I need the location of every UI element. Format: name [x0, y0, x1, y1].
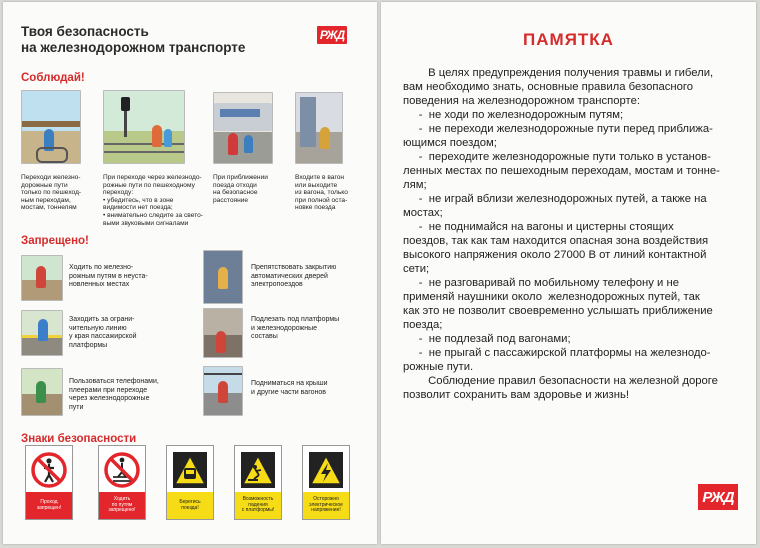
caption-observe-2: При переходе через железнодо- рожные пути по пешеходному переходу: • убедитесь, что в зоне видимости нет поезда; • внимательно следите за свето- выми звуковыми сигналами — [103, 174, 203, 227]
electric-hazard-icon — [307, 450, 345, 490]
caption-observe-3: При приближении поезда отходи на безопасное расстояние — [213, 174, 268, 204]
rzd-logo: РЖД — [317, 26, 347, 44]
section-safety-signs: Знаки безопасности — [21, 433, 137, 445]
caption-forbidden-3: Заходить за ограни- чительную линию у края пассажирской платформы — [69, 316, 137, 349]
caption-forbidden-1: Ходить по железно- рожным путям в неуста- новленных местах — [69, 264, 148, 288]
sign-electric-hazard: Осторожно электрическое напряжение! — [302, 445, 350, 520]
sign-beware-train: Берегись поезда! — [166, 445, 214, 520]
illustration-under-platform — [203, 308, 243, 358]
sign-no-passage: Проход запрещен! — [25, 445, 73, 520]
memo-body: В целях предупреждения получения травмы и гибели, вам необходимо знать, основные правила безопасного поведения на железнодорожном транспорте: - не ходи по железнодорожным путям; - не переходи железнодорожные пути перед приближа- ющимся поездом; - переходите железнодорожные пути только в установ- ленных местах по пешеходным переходам, мостам и тонне- лям; - не играй вблизи железнодорожных путей, а также на мостах; - не поднимайся на вагоны и цистерны стоящих поездов, так как там находится опасная зона воздействия высокого напряжения около 27000 В от линий контактной сети; - не разговаривай по мобильному телефону и не применяй наушники около железнодорожных путей, так как это не позволит своевременно услышать приближение поезда; - не подлезай под вагонами; - не прыгай с пассажирской платформы на железнодо- рожные пути. Соблюдение правил безопасности на железной дороге позволит сохранить вам здоровье и жизнь! — [403, 67, 720, 401]
illustration-phone-crossing — [21, 368, 63, 416]
illustration-platform-edge — [21, 310, 63, 356]
left-page — [3, 2, 377, 544]
caption-forbidden-5: Пользоваться телефонами, плеерами при переходе через железнодорожные пути — [69, 378, 159, 411]
memo-title: ПАМЯТКА — [523, 30, 614, 49]
right-page — [381, 2, 756, 544]
no-pedestrian-icon — [30, 450, 68, 490]
caption-forbidden-2: Препятствовать закрытию автоматических дверей электропоездов — [251, 264, 337, 288]
caption-observe-1: Переходи железно- дорожные пути только по пешеход- ным переходам, мостам, тоннелям — [21, 174, 82, 212]
illustration-train-doors — [203, 250, 243, 304]
caption-forbidden-4: Подлезать под платформы и железнодорожные составы — [251, 316, 340, 340]
rzd-logo-bottom: РЖД — [698, 484, 738, 510]
no-walking-on-tracks-icon — [103, 450, 141, 490]
caption-observe-4: Входите в вагон или выходите из вагона, только при полной оста- новке поезда — [295, 174, 348, 212]
illustration-approaching-train — [213, 92, 273, 164]
illustration-wagon-roof — [203, 366, 243, 416]
illustration-train-door — [295, 92, 343, 164]
illustration-pedestrian-bridge — [21, 90, 81, 164]
illustration-pedestrian-crossing — [103, 90, 185, 164]
caption-forbidden-6: Подниматься на крыши и другие части вагонов — [251, 380, 328, 396]
illustration-walking-on-tracks — [21, 255, 63, 301]
section-observe: Соблюдай! — [21, 72, 85, 84]
sign-fall-from-platform: Возможность падения с платформы! — [234, 445, 282, 520]
section-forbidden: Запрещено! — [21, 235, 89, 247]
leaflet-title: Твоя безопасность на железнодорожном транспорте — [21, 24, 246, 55]
fall-warning-icon — [239, 450, 277, 490]
train-warning-icon — [171, 450, 209, 490]
sign-no-walking-on-tracks: Ходить по путям запрещено! — [98, 445, 146, 520]
